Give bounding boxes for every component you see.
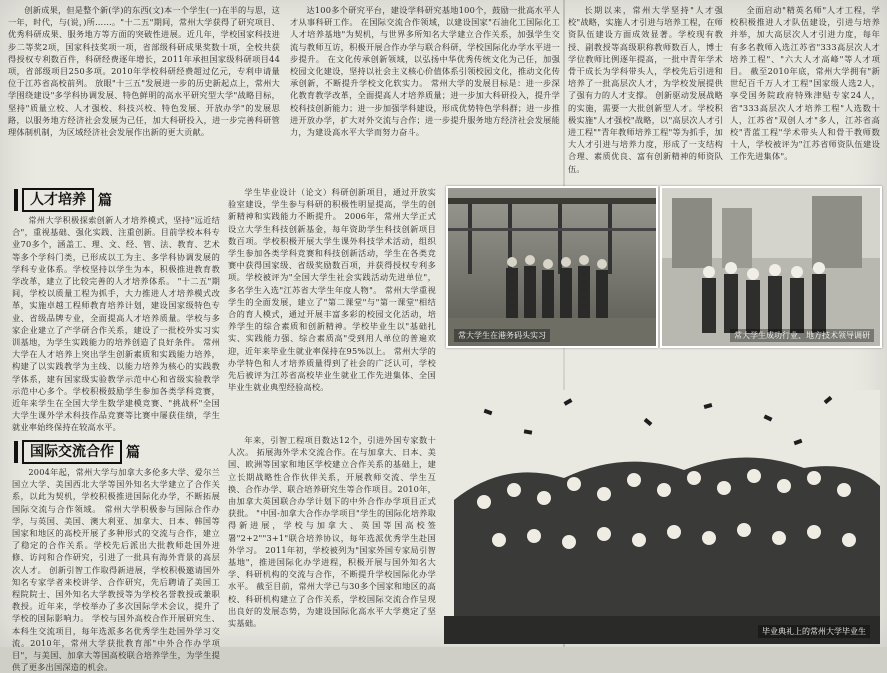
- section2-col1-paragraph: 2004年起，常州大学与加拿大多伦多大学、爱尔兰国立大学、美国西北大学等国外知名大学建立了合作关系，以此为契机，学校积极推进国际化办学，不断拓展国际交流与合作领域。 常州大学积极参与国际合作办学，与英国、美国、澳大利亚、加拿大、日本、韩国等国家和地区的高校开展了多种形式的交流与合作，建立了稳定的合作关系。学校先后派出大批教师赴国外进修、访问和合作研究，引进了一批具有海外背景的高层次人才。 创新引智工作取得新进展，学校积极邀请国外知名专家学者来校讲学、合作研究，先后聘请了美国工程院院士、国外知名大学教授等为学校名誉教授或兼职教授。近年来，学校举办了多次国际学术会议，提升了学校的国际影响力。 学校与国外高校合作开展研究生、本科生交流项目，每年选派多名优秀学生赴国外学习交流。2010年，常州大学获批教育部"中外合作办学项目"，与美国、加拿大等国高校联合培养学生，为学生提供了更多出国深造的机会。: [12, 467, 220, 673]
- top-right-text-b: [730, 4, 880, 200]
- title-bar-icon: [14, 189, 18, 211]
- section1-col1-paragraph: 常州大学积极探索创新人才培养模式，坚持"远近结合"，重视基础、强化实践、注重创新。目前学校本科专业70多个，涵盖工、理、文、经、管、法、教育、艺术等多个学科门类，已形成以工为主、多学科协调发展的学科专业体系。学校坚持以学生为本，积极推进教育教学改革，建立了比较完善的人才培养体系。 "十二五"期间，学校以质量工程为抓手，大力推进人才培养模式改革，实施卓越工程师教育培养计划，建设国家级特色专业、省级品牌专业，全面提高人才培养质量。学校与多家企业建立了产学研合作关系，建设了一批校外实习实训基地，为学生实践能力的培养创造了良好条件。 常州大学在人才培养上突出学生创新素质和实践能力培养，构建了以实践教学为主线、以能力培养为核心的实践教学体系，建有国家级实验教学示范中心和省级实验教学示范中心多个。学校积极鼓励学生参加各类学科竞赛，近年来学生在全国大学生数学建模竞赛、"挑战杯"全国大学生课外学术科技作品竞赛等比赛中屡获佳绩，学生就业率始终保持在较高水平。: [12, 215, 220, 433]
- photo-graduation-caption: 毕业典礼上的常州大学毕业生: [758, 625, 870, 638]
- photo-port-internship-image: [448, 188, 656, 346]
- section-intl-label: 国际交流合作: [22, 440, 122, 464]
- photo-graduation: [444, 390, 880, 644]
- section2-col2: [228, 434, 436, 642]
- section-intl-suffix: 篇: [126, 445, 140, 461]
- photo-port-internship: [446, 186, 658, 348]
- top-right-paragraph-a: 长期以来，常州大学坚持"人才强校"战略，实施人才引进与培养工程，在师资队伍建设方面成效显著。学校现有教授、副教授等高级职称教师数百人，博士学位教师比例逐年提高，一批中青年学术骨干成长为学科带头人，学校先后引进和培养了一批高层次人才，为学校发展提供了强有力的人才支撑。 创新驱动发展战略的实施，需要一大批创新型人才。学校积极实施"人才强校"战略，以"高层次人才引进工程""青年教师培养工程"等为抓手，加大人才引进与培养力度，形成了一支结构合理、素质优良、富有创新精神的师资队伍。: [568, 5, 723, 174]
- top-right-paragraph-b: 全面启动"精英名师"人才工程，学校积极推进人才队伍建设，引进与培养并举，加大高层次人才引进力度，每年有多名教师入选江苏省"333高层次人才培养工程"、"六大人才高峰"等人才项目。 截至2010年底，常州大学拥有"新世纪百千万人才工程"国家级人选2人，享受国务院政府特殊津贴专家24人，省"333高层次人才培养工程"人选数十人，江苏省"双创人才"多人，江苏省高校"青蓝工程"学术带头人和骨干教师数十人，学校被评为"江苏省师资队伍建设工作先进集体"。: [730, 5, 880, 162]
- section2-col1: [12, 466, 220, 673]
- photo-field-caption: 常大学生成功行业、地方技术领导调研: [730, 329, 874, 342]
- photo-field-research-image: [662, 188, 880, 346]
- section-talent-title: [14, 188, 112, 212]
- section-intl-title: [14, 440, 140, 464]
- top-mid-text: [290, 4, 560, 162]
- section1-col1: [12, 214, 220, 436]
- section2-col2-paragraph: 年来，引智工程项目数达12个，引进外国专家数十人次。 拓展海外学术交流合作。在与加拿大、日本、美国、欧洲等国家和地区学校建立合作关系的基础上，建立长期战略性合作伙伴关系，开展教师交流、学生互换、合作办学、联合培养研究生等合作项目。2010年，由加拿大英国联合办学计划下的中外合作办学项目正式获批。 "中国-加拿大合作办学项目"学生的国际化培养取得新进展，学校与加拿大、英国等国高校签署"2+2""3+1"联合培养协议，每年选派优秀学生赴国外学习。 2011年初，学校被列为"国家外国专家局引智基地"，推进国际化办学进程，积极开展与国外知名大学、科研机构的交流与合作，不断提升学校国际化办学水平。 截至目前，常州大学已与30多个国家和地区的高校、科研机构建立了合作关系，学校国际交流合作呈现出良好的发展态势，为建设国际化高水平大学奠定了坚实基础。: [228, 435, 436, 629]
- section-talent-suffix: 篇: [98, 193, 112, 209]
- top-left-text: [8, 4, 280, 162]
- photo-port-caption: 常大学生在港务码头实习: [454, 329, 550, 342]
- photo-graduation-image: [444, 390, 880, 644]
- title-bar-icon: [14, 441, 18, 463]
- section-talent-label: 人才培养: [22, 188, 94, 212]
- section1-col2: [228, 186, 436, 414]
- top-mid-paragraph: 达100多个研究平台，建设学科研究基地100个，鼓励一批高水平人才从事科研工作。 在国际交流合作领域，以建设国家"石油化工国际化工人才培养基地"为契机，与世界多所知名大学建立合作关系，加强学生交流与教师互访，积极开展合作办学与联合科研，学校国际化办学水平进一步提升。 在文化传承创新领域，以弘扬中华优秀传统文化为己任，加强校园文化建设，坚持以社会主义核心价值体系引领校园文化，推动文化传承创新，不断提升学校文化软实力。 常州大学的发展目标是：进一步深化教育教学改革，全面提高人才培养质量；进一步加大科研投入，提升学校科技创新能力；进一步加强学科建设，形成优势特色学科群；进一步推进开放办学，扩大对外交流与合作；进一步提升服务地方经济社会发展能力，为建设高水平大学而努力奋斗。: [290, 5, 560, 138]
- top-right-text-a: [568, 4, 723, 200]
- section1-col2-paragraph: 学生毕业设计（论文）科研创新项目，通过开放实验室建设，学生参与科研的积极性明显提高，学生的创新精神和实践能力不断提升。 2006年，常州大学正式设立大学生科技创新基金，每年资助学生科技创新项目数百项。学校积极开展大学生课外科技学术活动，组织学生参加各类学科竞赛和科技创新活动，学生在各类竞赛中获得国家级、省级奖励数百项，并获得授权专利多项。学校被评为"全国大学生社会实践活动先进单位"，多名学生入选"江苏省大学生年度人物"。 常州大学重视学生的全面发展，建立了"第二课堂"与"第一课堂"相结合的育人模式，通过开展丰富多彩的校园文化活动，培养学生的综合素质和创新精神。学校毕业生以"基础扎实、实践能力强、综合素质高"受到用人单位的普遍欢迎，近年来毕业生就业率保持在95%以上。 常州大学的办学特色和人才培养质量得到了社会的广泛认可，学校先后被评为江苏省高校毕业生就业工作先进集体、全国毕业生就业典型经验高校。: [228, 187, 436, 393]
- top-left-paragraph: 创新成果，但是整个新(学)的东西(文)本一个学生(一)在半的与思，这一年，时代，与(说，)所……。"十二五"期间，常州大学获得了研究项目、优秀科研成果、服务地方等方面的突破性进展。近几年，学校国家科技进步二等奖2项，国家科技奖项一项，省部级科研成果奖数十项，全校共获得授权专利数百件，科研经费逐年增长，2011年承担国家级科研项目44项，省部级项目250多项。2010年学校科研经费超过亿元，专利申请量位于江苏省高校前列。 放眼"十三五"发展进一步的历史新起点上，常州大学围绕建设"多学科协调发展、特色鲜明的高水平研究型大学"战略目标，坚持"质量立校、人才强校、科技兴校、特色发展、开放办学"的发展思路，以服务地方经济社会发展为己任，加大科研投入，进一步完善科研管理体制机制，为区域经济社会发展作出新的更大贡献。: [8, 5, 280, 138]
- photo-field-research: [660, 186, 882, 348]
